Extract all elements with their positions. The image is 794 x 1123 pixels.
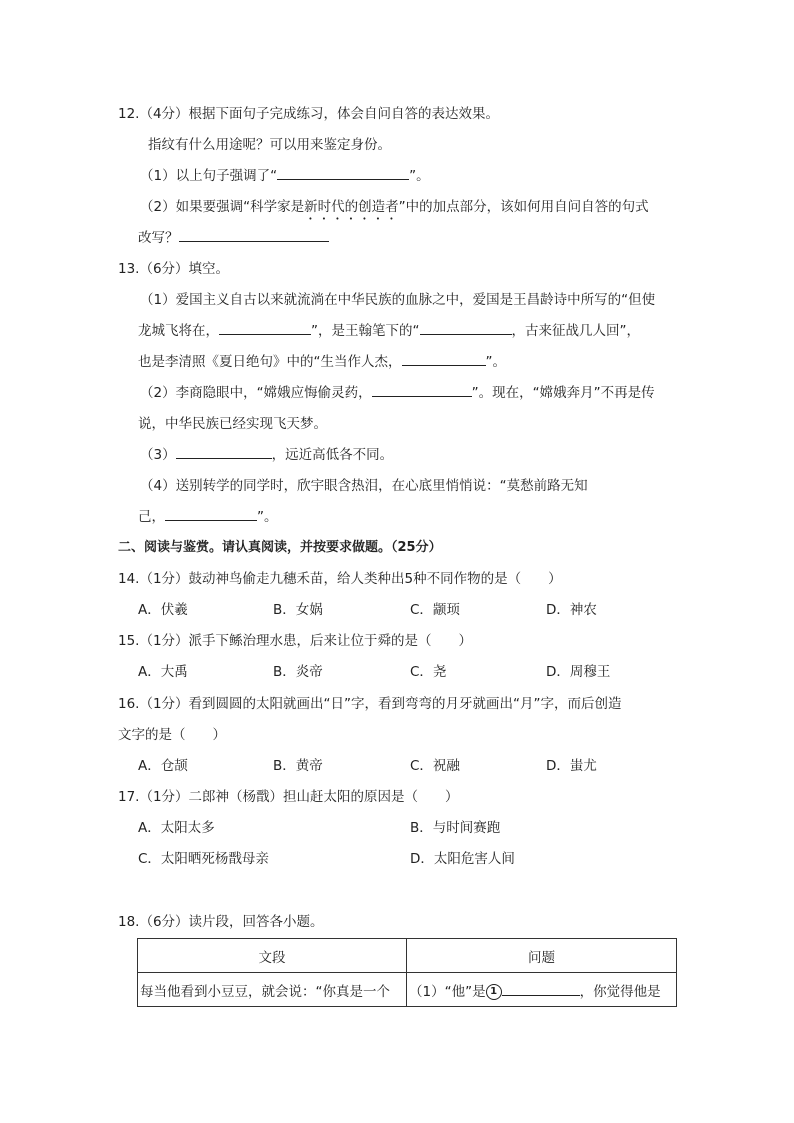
q13-blank2[interactable]	[420, 322, 512, 335]
q16-stem-line1: 16.（1分）看到圆圆的太阳就画出“日”字，看到弯弯的月牙就画出“月”字，而后创造	[118, 696, 622, 712]
q12-part2: （2）如果要强调“科学家是新时代的创造者”中的加点部分，该如何用自问自答的句式	[140, 199, 649, 215]
q14-option-d[interactable]: D．神农	[546, 602, 597, 618]
q16-option-b[interactable]: B．黄帝	[273, 758, 323, 774]
q14-option-b[interactable]: B．女娲	[273, 602, 323, 618]
q13-part2-line2: 说，中华民族已经实现飞天梦。	[138, 416, 327, 432]
q17-stem: 17.（1分）二郎神（杨戬）担山赶太阳的原因是（ ）	[118, 789, 459, 805]
q13-part3: （3） ，远近高低各不同。	[140, 447, 394, 463]
q14-option-a[interactable]: A．伏羲	[138, 602, 188, 618]
q12-stem: 12.（4分）根据下面句子完成练习，体会自问自答的表达效果。	[118, 106, 500, 122]
q18-table	[137, 938, 677, 1007]
table-cell-passage: 每当他看到小豆豆，就会说：“你真是一个	[138, 973, 407, 1007]
q16-option-d[interactable]: D．蚩尤	[546, 758, 597, 774]
q15-option-b[interactable]: B．炎帝	[273, 664, 323, 680]
q15-option-a[interactable]: A．大禹	[138, 664, 188, 680]
q18-blank1[interactable]	[502, 983, 580, 996]
q17-option-a[interactable]: A．太阳太多	[138, 820, 215, 836]
q16-option-a[interactable]: A．仓颉	[138, 758, 188, 774]
q13-blank4[interactable]	[372, 384, 472, 397]
q13-blank3[interactable]	[402, 353, 486, 366]
q15-option-d[interactable]: D．周穆王	[546, 664, 611, 680]
table-header-row	[138, 939, 677, 973]
q12-part1: （1）以上句子强调了“ ”。	[140, 168, 430, 184]
q13-part4-line2: 己， ”。	[138, 509, 278, 525]
q13-stem: 13.（6分）填空。	[118, 261, 230, 277]
circled-number-icon: 1	[486, 984, 502, 1000]
table-row	[138, 973, 677, 1007]
q13-part2-line1: （2）李商隐眼中，“嫦娥应悔偷灵药， ”。现在，“嫦娥奔月”不再是传	[140, 385, 655, 401]
q13-part1-line1: （1）爱国主义自古以来就流淌在中华民族的血脉之中，爱国是王昌龄诗中所写的“但使	[140, 292, 656, 308]
q13-blank5[interactable]	[176, 446, 272, 459]
q13-blank1[interactable]	[219, 322, 311, 335]
q12-dotted-text: 新时代的创造者	[304, 199, 399, 215]
q13-part1-line3: 也是李清照《夏日绝句》中的“生当作人杰， ”。	[138, 354, 506, 370]
q15-option-c[interactable]: C．尧	[410, 664, 447, 680]
q12-part2-rewrite: 改写？	[138, 229, 329, 247]
q13-part4-line1: （4）送别转学的同学时，欣宇眼含热泪，在心底里悄悄说：“莫愁前路无知	[140, 478, 588, 494]
q12-sentence: 指纹有什么用途呢？可以用来鉴定身份。	[148, 137, 391, 153]
q13-blank6[interactable]	[165, 508, 257, 521]
q15-stem: 15.（1分）派手下鲧治理水患，后来让位于舜的是（ ）	[118, 633, 473, 649]
q17-option-b[interactable]: B．与时间赛跑	[410, 820, 501, 836]
table-header-question: 问题	[407, 939, 677, 973]
q17-option-c[interactable]: C．太阳晒死杨戬母亲	[138, 851, 269, 867]
q17-option-d[interactable]: D．太阳危害人间	[410, 851, 515, 867]
table-header-passage: 文段	[138, 939, 407, 973]
q12-blank1[interactable]	[277, 167, 409, 180]
table-cell-question: （1）“他”是 1 ，你觉得他是	[407, 973, 677, 1007]
q14-option-c[interactable]: C．颛顼	[410, 602, 460, 618]
q18-stem: 18.（6分）读片段，回答各小题。	[118, 914, 324, 930]
q16-option-c[interactable]: C．祝融	[410, 758, 460, 774]
q16-stem-line2: 文字的是（ ）	[118, 727, 226, 743]
q13-part1-line2: 龙城飞将在， ”，是王翰笔下的“ ，古来征战几人回”，	[138, 323, 640, 339]
q12-blank2[interactable]	[179, 229, 329, 242]
q14-stem: 14.（1分）鼓动神鸟偷走九穗禾苗，给人类种出5种不同作物的是（ ）	[118, 571, 562, 587]
section2-heading: 二、阅读与鉴赏。请认真阅读，并按要求做题。（25分）	[118, 540, 442, 555]
